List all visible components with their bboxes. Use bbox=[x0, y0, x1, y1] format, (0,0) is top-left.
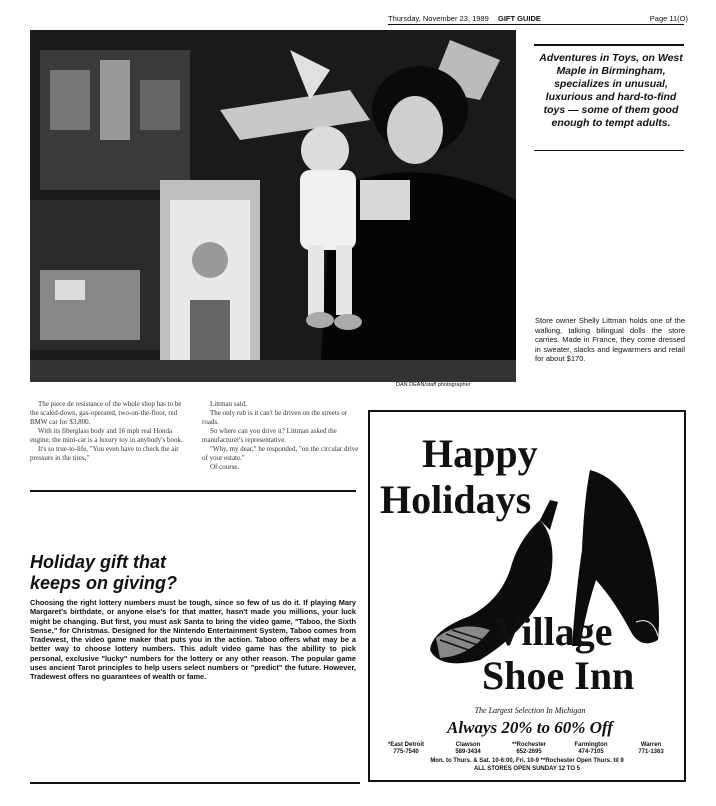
header-page-number: Page 11(O) bbox=[649, 14, 688, 23]
header-rule bbox=[388, 24, 684, 25]
article-paragraph: Littman said. bbox=[210, 400, 247, 408]
location-phone: 589-3434 bbox=[455, 749, 481, 755]
article-paragraph: With its fiberglass body and 16 mph real Honda engine, the mini-car is a luxury toy in anybody's book. bbox=[30, 427, 183, 444]
article-paragraph: "Why, my dear," he responded, "on the circular drive of your estate." bbox=[202, 445, 359, 462]
location-item bbox=[378, 742, 434, 756]
ad-headline-happy: Happy bbox=[422, 431, 538, 476]
photo-caption-bottom: Store owner Shelly Littman holds one of the walking, talking bilingual dolls the store carries. Made in France, they come dressed in sweater, slacks and legwarmers and retail for about $170. bbox=[535, 316, 685, 363]
ad-headline-holidays: Holidays bbox=[380, 477, 532, 522]
ad-store-name-line2: Shoe Inn bbox=[482, 653, 635, 698]
bottom-rule bbox=[30, 782, 360, 784]
lottery-headline-line1: Holiday gift that bbox=[30, 552, 166, 572]
article-column-left bbox=[30, 400, 190, 463]
shoe-store-ad bbox=[368, 410, 686, 782]
location-item bbox=[624, 742, 678, 756]
location-phone: 474-7105 bbox=[578, 749, 604, 755]
ad-store-name-line1: Village bbox=[494, 609, 613, 654]
caption-rule-top bbox=[534, 44, 684, 46]
photo-illustration bbox=[30, 30, 516, 382]
store-photo bbox=[30, 30, 516, 382]
article-paragraph: Of course. bbox=[210, 463, 240, 471]
lottery-headline bbox=[30, 552, 356, 594]
location-item bbox=[562, 742, 620, 756]
location-name: Farmington bbox=[574, 742, 608, 748]
ad-tagline: The Largest Selection In Michigan bbox=[474, 706, 586, 715]
header-section: GIFT GUIDE bbox=[498, 14, 541, 23]
article-paragraph: The piece de resistance of the whole shop has to be the scaled-down, gas-operated, two-on-the-floor, red BMW car for $3,800. bbox=[30, 400, 182, 426]
location-item bbox=[440, 742, 496, 756]
location-phone: 652-2695 bbox=[516, 749, 542, 755]
ad-sunday-hours: ALL STORES OPEN SUNDAY 12 TO 5 bbox=[473, 766, 581, 772]
location-name: *East Detroit bbox=[387, 742, 424, 748]
header-date: Thursday, November 23, 1989 bbox=[388, 14, 489, 23]
article-paragraph: The only rub is it can't be driven on the streets or roads. bbox=[202, 409, 348, 426]
location-name: **Rochester bbox=[511, 742, 546, 748]
lottery-headline-line2: keeps on giving? bbox=[30, 573, 178, 593]
ad-discount: Always 20% to 60% Off bbox=[447, 718, 613, 737]
location-phone: 771-1363 bbox=[638, 749, 664, 755]
location-phone: 775-7540 bbox=[393, 749, 419, 755]
location-name: Warren bbox=[640, 742, 662, 748]
article-paragraph: It's so true-to-life, "You even have to check the air pressure in the tires," bbox=[30, 445, 179, 462]
article-divider bbox=[30, 490, 356, 492]
ad-hours: Mon. to Thurs. & Sat. 10-6:00, Fri. 10-9 **Rochester Open Thurs. til 9 bbox=[430, 758, 624, 764]
lottery-body: Choosing the right lottery numbers must be tough, since so few of us do it. If playing Mary Margaret's birthdate, or anyone else's for that matter, hasn't made you millions, your luck might be changing. But first, you must ask Santa to bring the video game, "Taboo, the Sixth Sense," for Christmas. Designed for the Nintendo Entertainment System, Taboo comes from Tradewest, the video game maker that puts you in the action. Taboo offers what may be a better way to choose lottery numbers. This adult video game has the abillity to pick personal, exclusive "lucky" numbers for the lottery or any other reason. The popular game uses ancient Tarot principles to help users select numbers or "predict" the future. However, Tradewest offers no guarantees of wealth or fame. bbox=[30, 598, 356, 682]
article-column-right bbox=[202, 400, 362, 472]
photo-caption-top: Adventures in Toys, on West Maple in Birmingham, specializes in unusual, luxurious and hard-to-find toys — some of them good enough to tempt adults. bbox=[539, 52, 683, 129]
photo-credit: DAN DEAN/staff photographer bbox=[396, 382, 471, 388]
location-item bbox=[500, 742, 558, 756]
article-paragraph: So where can you drive it? Littman asked the manufacturer's representative. bbox=[202, 427, 337, 444]
caption-rule-bottom bbox=[534, 150, 684, 151]
location-name: Clawson bbox=[455, 742, 481, 748]
